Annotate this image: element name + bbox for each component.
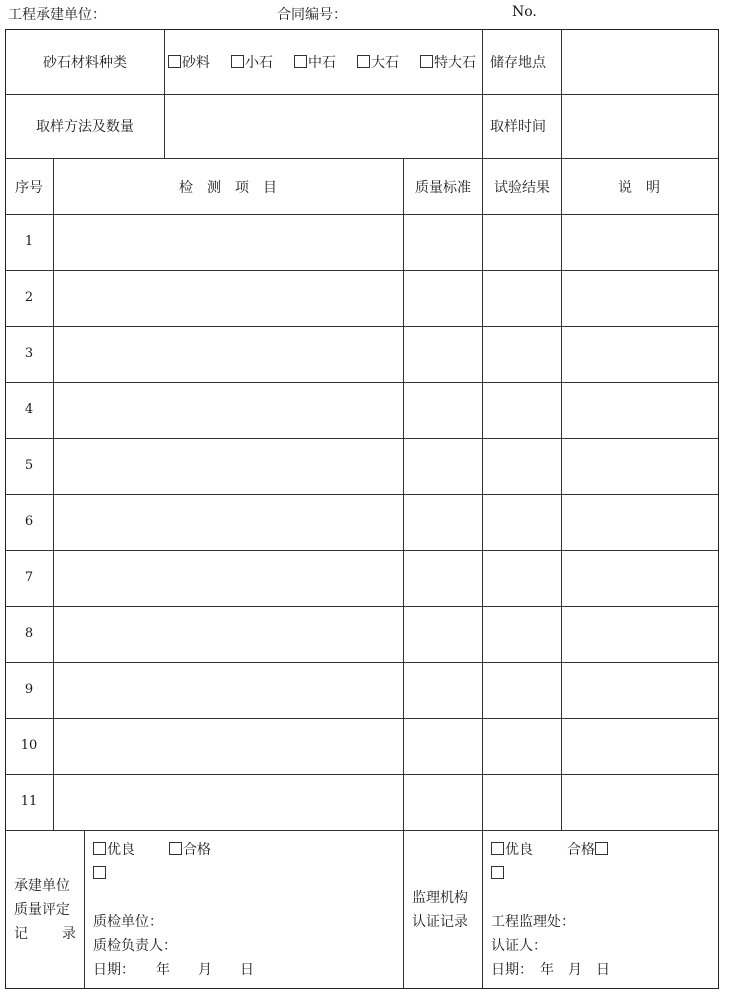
checkbox-extra-large-stone[interactable] <box>420 52 476 72</box>
checkbox-icon[interactable] <box>595 842 608 855</box>
storage-location-label: 储存地点 <box>490 55 546 71</box>
checkbox-pass[interactable] <box>567 842 609 858</box>
row-number: 2 <box>24 290 34 305</box>
row-number: 6 <box>24 514 34 529</box>
excellent-label: 优良 <box>505 842 533 858</box>
item-header: 检 测 项 目 <box>179 180 277 196</box>
row-number: 10 <box>20 738 38 753</box>
contractor-evaluation-content <box>93 838 254 982</box>
title-line: 认证记录 <box>412 914 468 930</box>
checkbox-small-stone[interactable] <box>231 52 273 72</box>
vline-top-label <box>164 30 165 158</box>
title-line: 质量评定 <box>14 902 70 918</box>
excellent-label: 优良 <box>107 842 135 858</box>
supervision-record-title <box>412 886 468 934</box>
serial-number-label: No. <box>512 4 537 20</box>
contractor-evaluation-title <box>14 874 70 922</box>
row-number: 3 <box>24 346 34 361</box>
row-number: 4 <box>24 402 34 417</box>
title-line: 监理机构 <box>412 890 468 906</box>
checkbox-icon[interactable] <box>169 842 182 855</box>
checkbox-excellent[interactable] <box>491 842 533 858</box>
inspection-person-label: 质检负责人： <box>93 938 177 954</box>
result-header: 试验结果 <box>494 180 550 196</box>
inspection-unit-label: 质检单位： <box>93 914 163 930</box>
hline-row <box>6 774 718 775</box>
checkbox-pass[interactable] <box>169 842 211 858</box>
hline-row <box>6 382 718 383</box>
hline-row <box>6 662 718 663</box>
hline-row <box>6 494 718 495</box>
contractor-label: 工程承建单位： <box>8 7 106 23</box>
checkbox-icon[interactable] <box>93 842 106 855</box>
checkbox-excellent[interactable] <box>93 842 135 858</box>
checkbox-icon[interactable] <box>357 55 370 68</box>
row-number: 7 <box>24 570 34 585</box>
checkbox-large-stone[interactable] <box>357 52 399 72</box>
vline-result <box>482 158 483 988</box>
row-number: 8 <box>24 626 34 641</box>
checkbox-icon[interactable] <box>491 866 504 879</box>
pass-label: 合格 <box>567 842 595 858</box>
title-char: 记 <box>14 926 28 942</box>
extra-large-stone-label: 特大石 <box>434 55 476 71</box>
vline-standard <box>403 158 404 988</box>
row-number: 9 <box>24 682 34 697</box>
hline-row <box>6 438 718 439</box>
title-line: 承建单位 <box>14 878 70 894</box>
supervision-record-content <box>491 838 610 982</box>
certifier-label: 认证人： <box>491 938 547 954</box>
title-char: 录 <box>62 926 76 942</box>
pass-label: 合格 <box>183 842 211 858</box>
inspection-form <box>5 29 719 989</box>
vline-storage-label <box>482 30 483 158</box>
vline-storage-value <box>561 30 562 158</box>
small-stone-label: 小石 <box>245 55 273 71</box>
hline-row <box>6 718 718 719</box>
row-number: 5 <box>24 458 34 473</box>
vline-footer-left-title <box>84 830 85 988</box>
checkbox-icon[interactable] <box>231 55 244 68</box>
contract-number-label: 合同编号： <box>277 7 347 23</box>
seq-header: 序号 <box>15 180 43 196</box>
checkbox-icon[interactable] <box>420 55 433 68</box>
hline-columns-top <box>6 158 718 159</box>
vline-seq <box>53 158 54 830</box>
contractor-evaluation-title-last <box>14 922 76 946</box>
sand-label: 砂料 <box>182 55 210 71</box>
material-type-label: 砂石材料种类 <box>43 55 127 71</box>
hline-row <box>6 326 718 327</box>
standard-header: 质量标准 <box>415 180 471 196</box>
sampling-method-label: 取样方法及数量 <box>36 119 134 135</box>
supervision-office-label: 工程监理处： <box>491 914 575 930</box>
checkbox-icon[interactable] <box>294 55 307 68</box>
vline-note <box>561 158 562 830</box>
hline-row <box>6 550 718 551</box>
checkbox-icon[interactable] <box>93 866 106 879</box>
checkbox-sand[interactable] <box>168 52 210 72</box>
hline-columns-bottom <box>6 214 718 215</box>
row-number: 11 <box>20 794 38 809</box>
checkbox-icon[interactable] <box>491 842 504 855</box>
medium-stone-label: 中石 <box>308 55 336 71</box>
hline-row <box>6 270 718 271</box>
hline-row <box>6 606 718 607</box>
hline-footer-top <box>6 830 718 831</box>
certification-date-label: 日期： 年 月 日 <box>491 962 610 978</box>
hline-top-mid <box>6 94 718 95</box>
checkbox-medium-stone[interactable] <box>294 52 336 72</box>
checkbox-icon[interactable] <box>168 55 181 68</box>
sampling-time-label: 取样时间 <box>490 119 546 135</box>
note-header: 说 明 <box>618 180 660 196</box>
row-number: 1 <box>24 234 34 249</box>
large-stone-label: 大石 <box>371 55 399 71</box>
inspection-date-label: 日期： 年 月 日 <box>93 962 254 978</box>
